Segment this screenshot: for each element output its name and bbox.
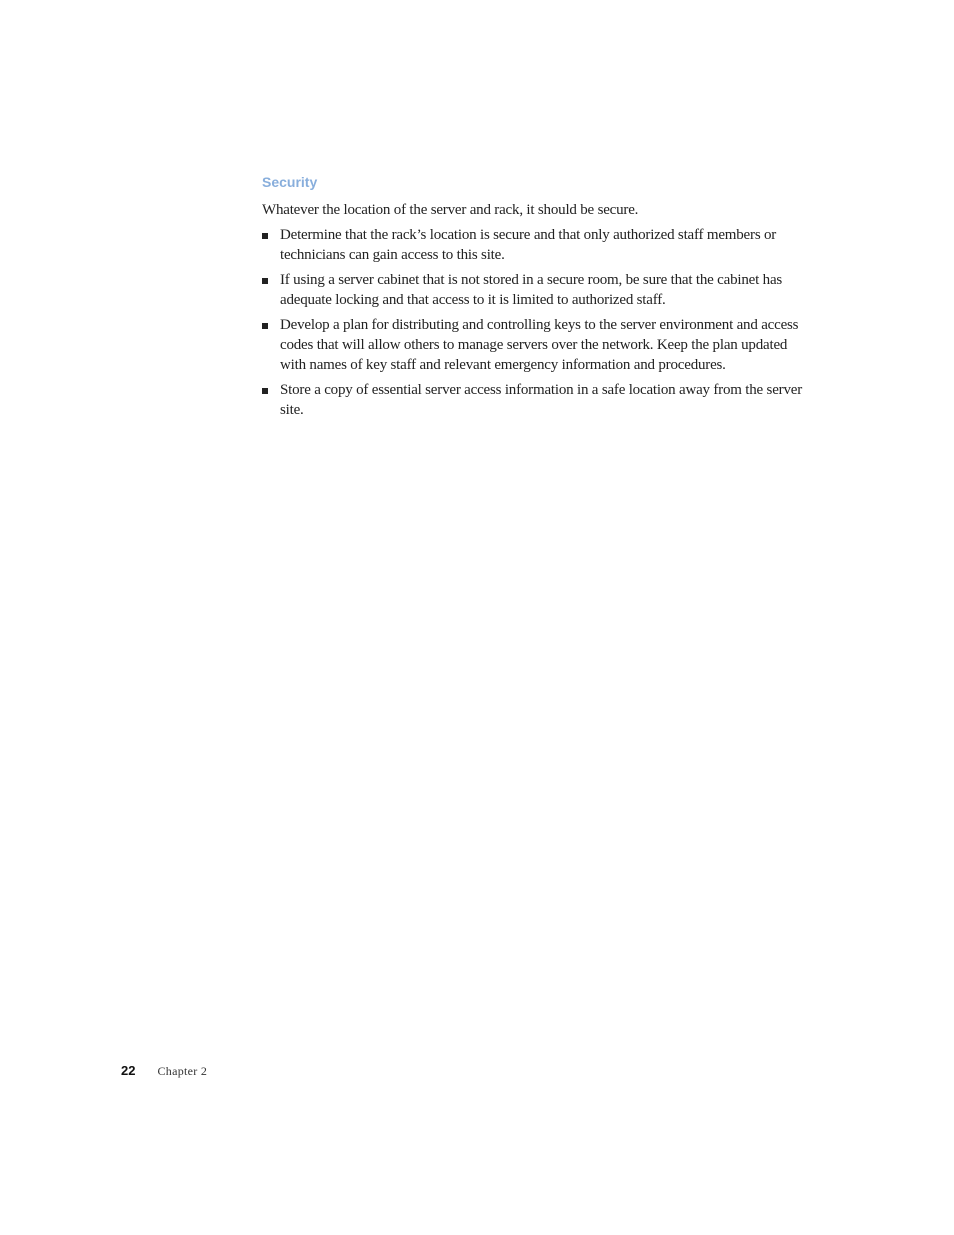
square-bullet-icon xyxy=(262,278,268,284)
page-footer xyxy=(121,1063,207,1081)
chapter-label: Chapter 2 xyxy=(157,1064,208,1078)
list-item xyxy=(262,380,807,420)
list-item-text: Develop a plan for distributing and controlling keys to the server environment and access codes that will allow others to manage servers over the network. Keep the plan updated with names of key staff and relevant emergency information and procedures. xyxy=(280,317,799,373)
list-item-text: Determine that the rack’s location is secure and that only authorized staff members or technicians can gain access to this site. xyxy=(280,227,777,263)
list-item xyxy=(262,225,807,265)
square-bullet-icon xyxy=(262,323,268,329)
square-bullet-icon xyxy=(262,388,268,394)
list-item-text: If using a server cabinet that is not stored in a secure room, be sure that the cabinet has adequate locking and that access to it is limited to authorized staff. xyxy=(280,272,783,308)
section-security xyxy=(262,172,807,425)
list-item xyxy=(262,315,807,375)
section-intro: Whatever the location of the server and rack, it should be secure. xyxy=(262,202,639,218)
list-item xyxy=(262,270,807,310)
bullet-list xyxy=(262,225,807,420)
square-bullet-icon xyxy=(262,233,268,239)
list-item-text: Store a copy of essential server access information in a safe location away from the server site. xyxy=(280,382,803,418)
section-heading: Security xyxy=(262,174,318,190)
page-number: 22 xyxy=(121,1063,136,1078)
